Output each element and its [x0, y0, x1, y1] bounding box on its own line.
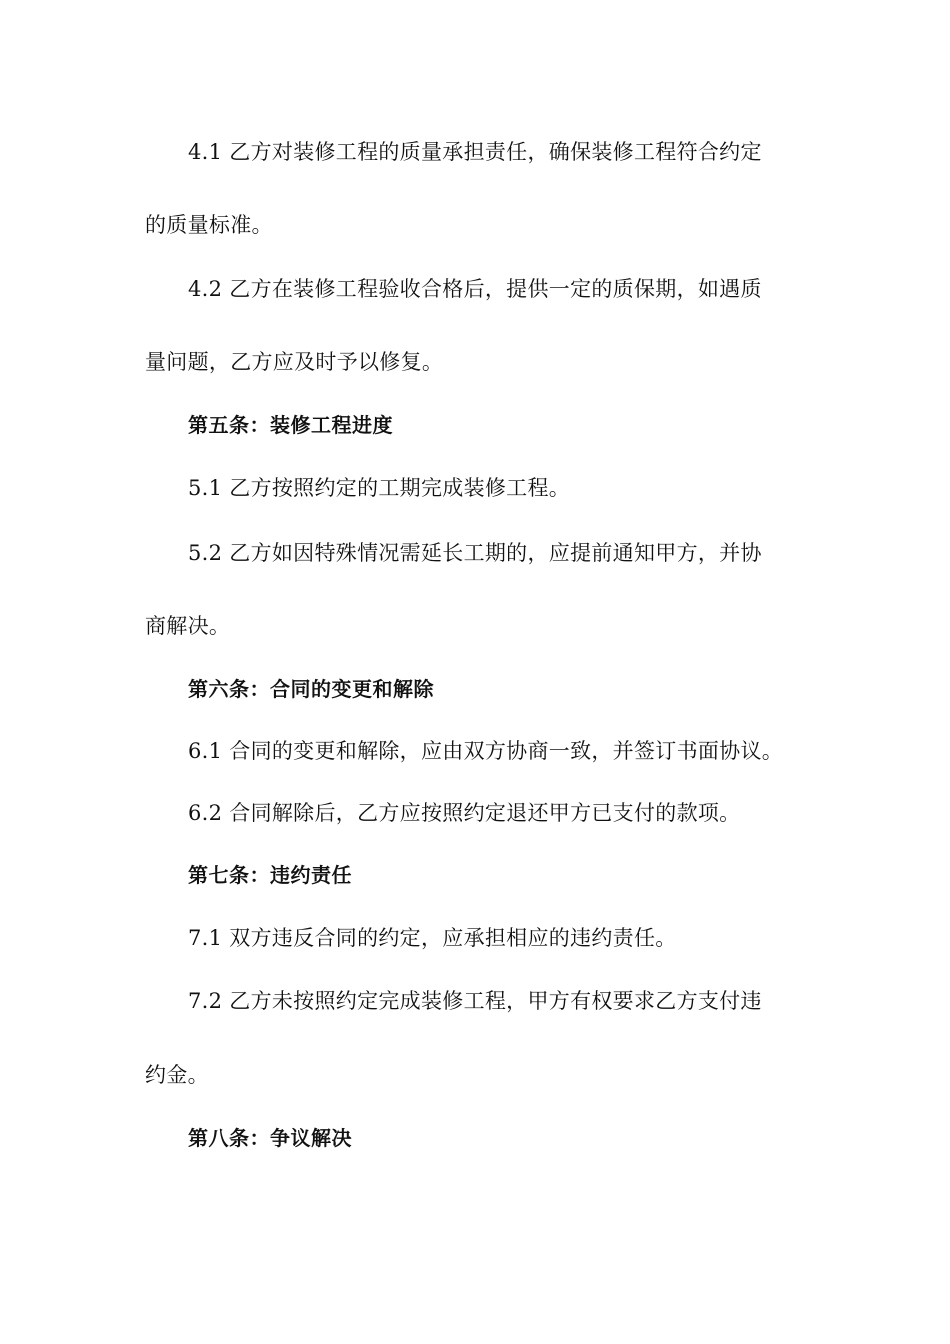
clause-5-2-line-1: 5.2 乙方如因特殊情况需延长工期的，应提前通知甲方，并协	[188, 541, 762, 565]
clause-4-1-line-1: 4.1 乙方对装修工程的质量承担责任，确保装修工程符合约定	[188, 140, 762, 164]
clause-4-1-line-2: 的质量标准。	[145, 213, 273, 237]
clause-5-2-line-2: 商解决。	[145, 614, 231, 638]
clause-6-1: 6.1 合同的变更和解除，应由双方协商一致，并签订书面协议。	[188, 739, 784, 763]
section-heading-8: 第八条：争议解决	[188, 1126, 352, 1150]
section-heading-5: 第五条：装修工程进度	[188, 413, 393, 437]
clause-4-2-line-1: 4.2 乙方在装修工程验收合格后，提供一定的质保期，如遇质	[188, 277, 762, 301]
clause-7-2-line-2: 约金。	[145, 1063, 209, 1087]
clause-4-2-line-2: 量问题，乙方应及时予以修复。	[145, 350, 444, 374]
section-heading-6: 第六条：合同的变更和解除	[188, 677, 434, 701]
section-heading-7: 第七条：违约责任	[188, 863, 352, 887]
clause-7-2-line-1: 7.2 乙方未按照约定完成装修工程，甲方有权要求乙方支付违	[188, 989, 762, 1013]
clause-6-2: 6.2 合同解除后，乙方应按照约定退还甲方已支付的款项。	[188, 801, 741, 825]
clause-5-1: 5.1 乙方按照约定的工期完成装修工程。	[188, 476, 571, 500]
clause-7-1: 7.1 双方违反合同的约定，应承担相应的违约责任。	[188, 926, 677, 950]
